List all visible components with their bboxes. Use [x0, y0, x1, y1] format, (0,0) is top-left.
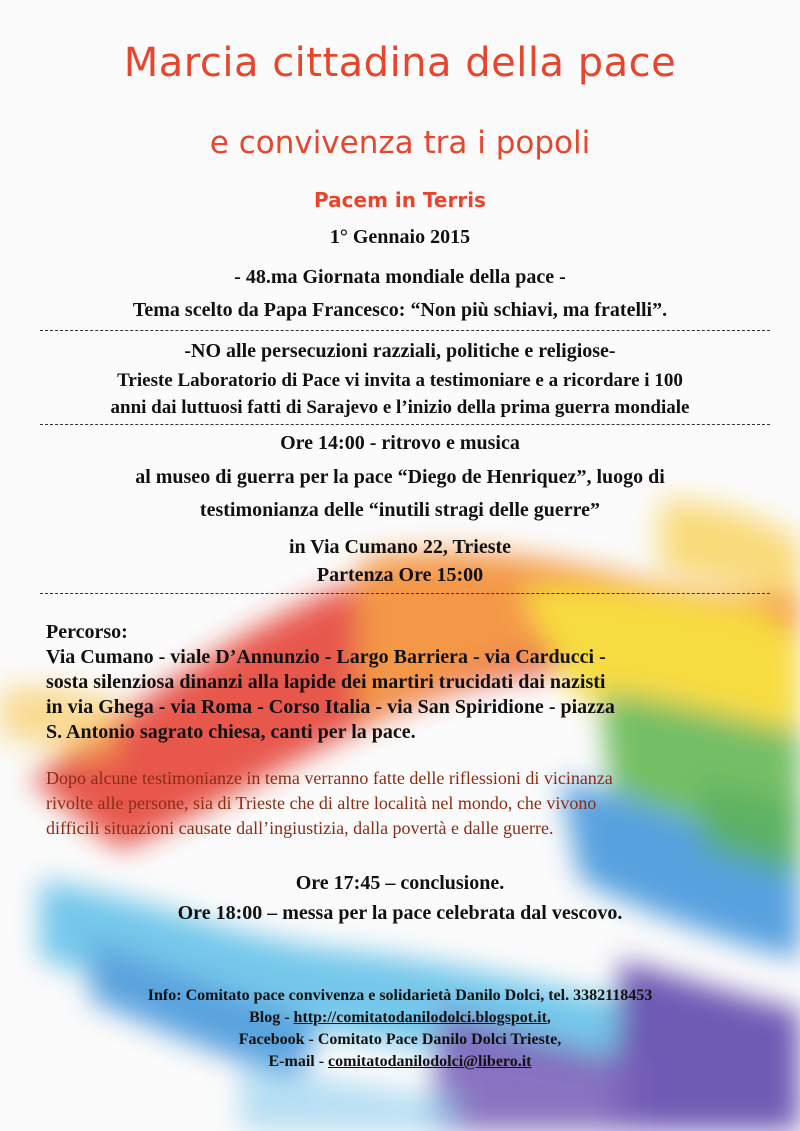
mass-time: Ore 18:00 – messa per la pace celebrata dal vescovo.: [177, 902, 623, 924]
divider: [40, 593, 770, 594]
email-label: E-mail -: [268, 1053, 329, 1070]
note-line: rivolte alle persone, sia di Trieste che di altre località nel mondo, che vivono: [46, 793, 597, 813]
route-heading: Percorso:: [46, 621, 128, 643]
route-note: [46, 766, 776, 841]
route-line: S. Antonio sagrato chiesa, canti per la pace.: [46, 721, 416, 743]
slogan: -NO alle persecuzioni razziali, politiche e religiose-: [184, 340, 616, 362]
event-date: 1° Gennaio 2015: [329, 226, 471, 248]
meeting-place: testimonianza delle “inutili stragi delle guerre”: [199, 499, 601, 521]
page-subtitle: e convivenza tra i popoli: [209, 125, 591, 161]
email-row: [0, 1051, 800, 1073]
theme-line: Tema scelto da Papa Francesco: “Non più schiavi, ma fratelli”.: [132, 299, 668, 321]
email-link[interactable]: comitatodanilodolci@libero.it: [328, 1053, 532, 1070]
blog-row: [0, 1007, 800, 1029]
route-line: sosta silenziosa dinanzi alla lapide dei martiri trucidati dai nazisti: [46, 671, 606, 693]
invite-line: anni dai luttuosi fatti di Sarajevo e l’inizio della prima guerra mondiale: [110, 397, 690, 418]
departure-time: Partenza Ore 15:00: [316, 564, 484, 586]
day-line: - 48.ma Giornata mondiale della pace -: [234, 266, 566, 288]
blog-link[interactable]: http://comitatodanilodolci.blogspot.it: [293, 1009, 547, 1026]
note-line: difficili situazioni causate dall’ingiustizia, dalla povertà e dalle guerre.: [46, 818, 554, 838]
route-line: Via Cumano - viale D’Annunzio - Largo Barriera - via Carducci -: [46, 646, 606, 668]
meeting-address: in Via Cumano 22, Trieste: [288, 536, 512, 558]
tagline: Pacem in Terris: [314, 188, 486, 212]
contact-info: [0, 985, 800, 1073]
conclusion-time: Ore 17:45 – conclusione.: [295, 872, 505, 894]
blog-suffix: ,: [546, 1009, 551, 1026]
meeting-place: al museo di guerra per la pace “Diego de Henriquez”, luogo di: [135, 466, 665, 488]
blog-label: Blog -: [249, 1009, 294, 1026]
page-title: Marcia cittadina della pace: [123, 40, 677, 86]
route-line: in via Ghega - via Roma - Corso Italia - via San Spiridione - piazza: [46, 696, 615, 718]
divider: [40, 330, 770, 331]
meeting-time: Ore 14:00 - ritrovo e musica: [280, 432, 520, 454]
info-line: Info: Comitato pace convivenza e solidarietà Danilo Dolci, tel. 3382118453: [147, 987, 653, 1004]
facebook-line: Facebook - Comitato Pace Danilo Dolci Trieste,: [238, 1031, 562, 1048]
divider: [40, 424, 770, 425]
invite-line: Trieste Laboratorio di Pace vi invita a testimoniare e a ricordare i 100: [117, 370, 683, 391]
route-section: [46, 620, 776, 745]
note-line: Dopo alcune testimonianze in tema verranno fatte delle riflessioni di vicinanza: [46, 768, 613, 788]
